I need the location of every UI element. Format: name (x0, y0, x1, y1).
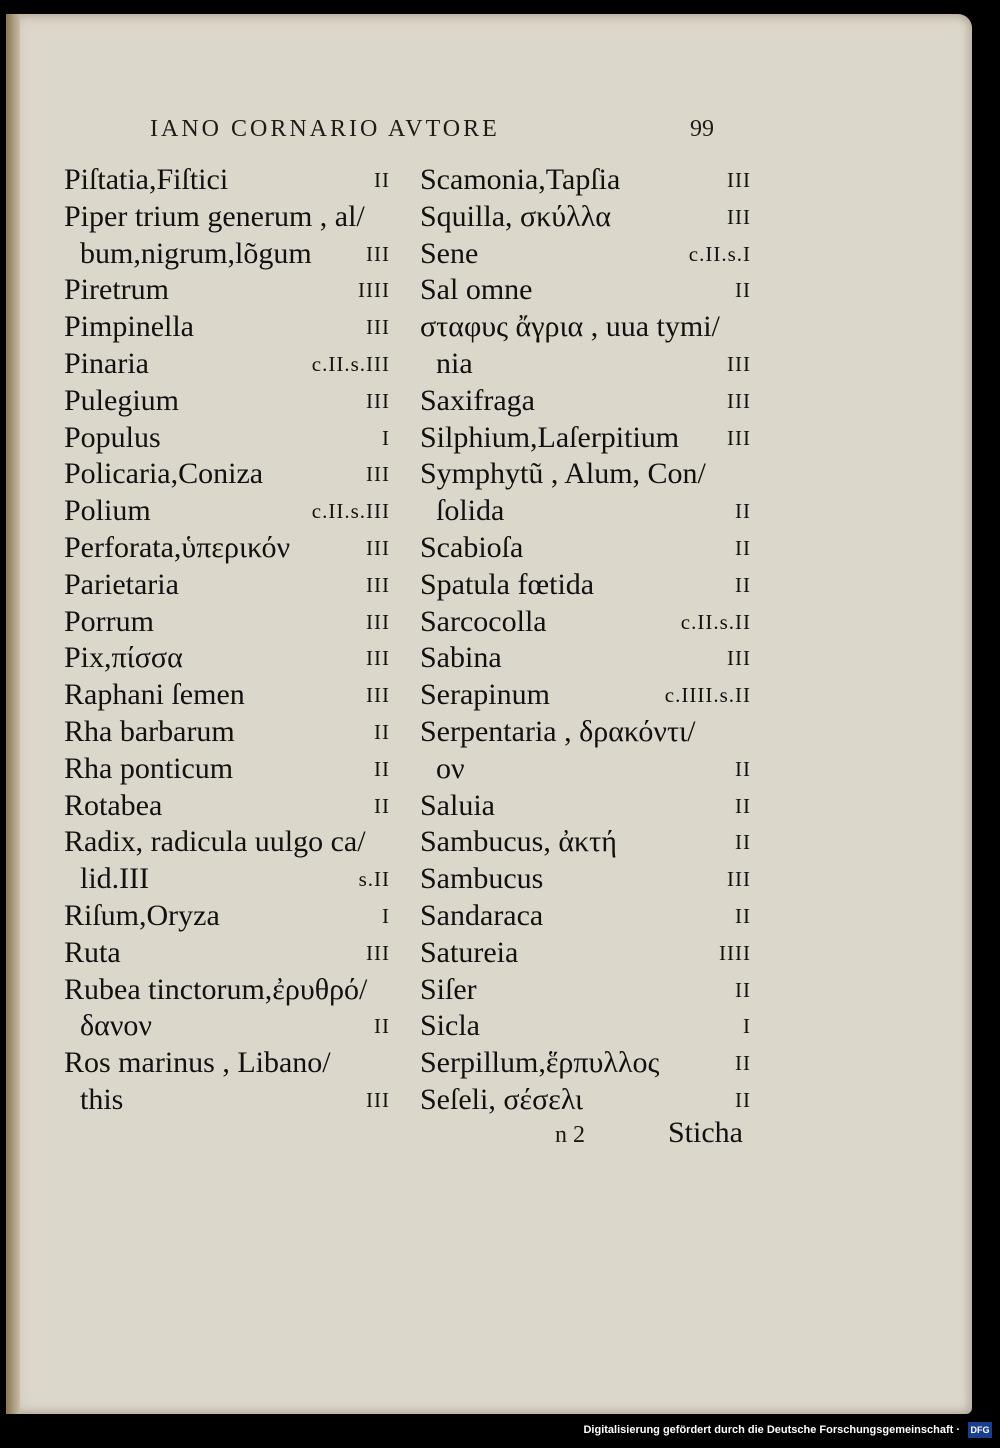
entry-name: Symphytũ , Alum, Con/ (420, 457, 706, 491)
index-entry (420, 493, 755, 530)
index-entry (64, 972, 394, 1009)
entry-name: Parietaria (64, 567, 179, 601)
credit-text: Digitalisierung gefördert durch die Deutsche Forschungsgemeinschaft · (583, 1424, 960, 1436)
index-entry (420, 567, 755, 604)
index-entry (420, 898, 755, 935)
entry-name: Scamonia,Tapſia (420, 163, 621, 196)
index-entry (64, 493, 394, 530)
entry-value: II (735, 1087, 751, 1112)
index-entry (64, 1045, 394, 1082)
entry-value: c.II.s.I (688, 241, 751, 266)
index-entry (420, 861, 755, 898)
entry-value: III (366, 609, 390, 634)
entry-name: Sambucus (420, 862, 544, 896)
index-entry (64, 309, 394, 346)
entry-name: Serpentaria , δρακόντι/ (420, 714, 696, 748)
entry-name: Riſum,Oryza (64, 898, 220, 932)
entry-value: II (735, 1051, 751, 1076)
entry-value: III (727, 425, 751, 450)
entry-name: Sicla (420, 1009, 480, 1043)
entry-value (390, 972, 394, 1009)
index-entry (420, 346, 755, 383)
entry-name: Seſeli, σέσελι (420, 1082, 584, 1116)
entry-name: Piſtatia,Fiſtici (64, 163, 229, 196)
entry-value (751, 456, 755, 493)
entry-value: s.II (358, 867, 390, 892)
entry-value: II (735, 793, 751, 818)
entry-name: Piretrum (64, 273, 169, 307)
index-entry (64, 677, 394, 714)
entry-value: IIII (358, 278, 390, 303)
entry-name: Rotabea (64, 788, 163, 822)
index-entry (420, 420, 755, 457)
index-entry (64, 162, 394, 199)
entry-name: Pix,πίσσα (64, 641, 183, 675)
index-entry (64, 824, 394, 861)
index-entry (64, 272, 394, 309)
entry-value: III (727, 351, 751, 376)
entry-value: III (727, 168, 751, 192)
binding-gutter (6, 14, 20, 1414)
entry-value: c.II.s.III (311, 499, 390, 524)
entry-name: Silphium,Laſerpitium (420, 420, 680, 454)
left-column (64, 162, 394, 1119)
index-entry (64, 935, 394, 972)
entry-value (751, 309, 755, 346)
entry-name: Saxifraga (420, 383, 535, 417)
index-entry (64, 346, 394, 383)
signature-mark: n 2 (555, 1122, 585, 1148)
entry-name: Serpillum,ἕρπυλλος (420, 1046, 660, 1080)
index-entry (420, 935, 755, 972)
entry-value: III (366, 572, 390, 597)
index-entry (420, 199, 755, 236)
catchword: Sticha (668, 1116, 743, 1149)
entry-value: III (366, 940, 390, 965)
index-entry (420, 383, 755, 420)
entry-name: Policaria,Coniza (64, 457, 264, 491)
entry-value (390, 1045, 394, 1082)
index-entry (64, 640, 394, 677)
entry-name: Rubea tinctorum,ἐρυθρό/ (64, 972, 368, 1006)
entry-value: III (366, 646, 390, 671)
entry-name: Sandaraca (420, 898, 544, 932)
index-entry (64, 751, 394, 788)
index-entry (420, 272, 755, 309)
entry-value: III (366, 1087, 390, 1112)
index-entry (64, 420, 394, 457)
entry-value: IIII (719, 940, 751, 965)
index-entry (64, 456, 394, 493)
entry-name: this (80, 1082, 124, 1116)
index-entry (420, 640, 755, 677)
entry-value: III (727, 204, 751, 229)
entry-name: Populus (64, 420, 161, 454)
running-header (0, 116, 1000, 146)
entry-value: II (374, 1014, 390, 1039)
index-entry (64, 714, 394, 751)
entry-value (390, 824, 394, 861)
entry-name: bum,nigrum,lõgum (80, 236, 312, 270)
index-entry (64, 530, 394, 567)
index-entry (420, 788, 755, 825)
index-entry (420, 530, 755, 567)
index-entry (420, 714, 755, 751)
entry-value: II (735, 830, 751, 855)
entry-name: ον (436, 751, 465, 785)
entry-name: Ruta (64, 935, 121, 969)
entry-value: II (735, 535, 751, 560)
entry-value: c.II.s.II (680, 609, 751, 634)
index-entry (64, 1008, 394, 1045)
entry-name: Rha barbarum (64, 714, 235, 748)
index-entry (420, 1008, 755, 1045)
entry-value: III (727, 646, 751, 671)
entry-value: II (735, 977, 751, 1002)
entry-name: Perforata,ὑπερικόν (64, 530, 291, 564)
entry-name: Porrum (64, 604, 154, 638)
entry-value: III (366, 241, 390, 266)
entry-value: III (366, 535, 390, 560)
entry-value: c.IIII.s.II (664, 683, 751, 708)
index-entry (64, 236, 394, 273)
entry-value: I (382, 903, 390, 928)
entry-value: II (735, 903, 751, 928)
entry-value: III (366, 462, 390, 487)
entry-value: II (735, 572, 751, 597)
entry-value (751, 714, 755, 751)
entry-value: II (735, 499, 751, 524)
entry-value: II (374, 168, 390, 192)
entry-value (390, 199, 394, 236)
entry-name: Sambucus, ἀκτή (420, 825, 617, 859)
index-entry (64, 567, 394, 604)
index-entry (420, 824, 755, 861)
entry-name: Polium (64, 494, 151, 528)
entry-name: Ros marinus , Libano/ (64, 1046, 331, 1080)
entry-name: ſolida (436, 494, 505, 528)
entry-name: Sabina (420, 641, 502, 675)
entry-value: III (727, 388, 751, 413)
entry-name: σταφυς ἄγρια , uua tymi/ (420, 310, 720, 344)
entry-value: III (366, 315, 390, 340)
entry-value: III (366, 388, 390, 413)
entry-value: I (382, 425, 390, 450)
entry-name: Pimpinella (64, 310, 194, 344)
index-entry (420, 1082, 755, 1119)
page-number: 99 (690, 116, 714, 142)
dfg-logo: DFG (968, 1422, 992, 1438)
entry-value: I (743, 1014, 751, 1039)
entry-name: Satureia (420, 935, 519, 969)
entry-value: II (374, 719, 390, 744)
entry-name: Piper trium generum , al/ (64, 199, 365, 233)
right-column (420, 162, 755, 1119)
index-entry (64, 1082, 394, 1119)
entry-name: Siſer (420, 972, 477, 1006)
entry-name: Saluia (420, 788, 495, 822)
entry-name: Sal omne (420, 273, 533, 307)
entry-name: δανον (80, 1009, 152, 1043)
entry-name: Pulegium (64, 383, 180, 417)
entry-name: Radix, radicula uulgo ca/ (64, 825, 366, 859)
entry-name: Sene (420, 236, 479, 270)
index-entry (64, 199, 394, 236)
entry-value: II (735, 756, 751, 781)
entry-value: II (735, 278, 751, 303)
index-entry (420, 972, 755, 1009)
entry-name: Scabioſa (420, 530, 524, 564)
index-entry (64, 604, 394, 641)
index-entry (64, 861, 394, 898)
entry-name: Sarcocolla (420, 604, 547, 638)
index-entry (420, 677, 755, 714)
index-entry (420, 751, 755, 788)
index-entry (420, 309, 755, 346)
index-entry (64, 383, 394, 420)
index-entry (64, 898, 394, 935)
entry-name: Spatula fœtida (420, 567, 595, 601)
entry-name: Rha ponticum (64, 751, 234, 785)
entry-value: III (366, 683, 390, 708)
entry-name: Squilla, σκύλλα (420, 199, 611, 233)
index-entry (420, 456, 755, 493)
index-entry (64, 788, 394, 825)
entry-name: Raphani ſemen (64, 678, 245, 712)
index-entry (420, 236, 755, 273)
entry-name: lid.III (80, 862, 150, 896)
entry-value: II (374, 793, 390, 818)
index-entry (420, 1045, 755, 1082)
entry-value: II (374, 756, 390, 781)
credit-bar (0, 1416, 1000, 1448)
entry-value: c.II.s.III (311, 351, 390, 376)
entry-name: Pinaria (64, 346, 149, 380)
running-title: IANO CORNARIO AVTORE (150, 116, 500, 142)
index-entry (420, 162, 755, 199)
entry-name: Serapinum (420, 678, 550, 712)
entry-value: III (727, 867, 751, 892)
index-entry (420, 604, 755, 641)
entry-name: nia (436, 346, 473, 380)
